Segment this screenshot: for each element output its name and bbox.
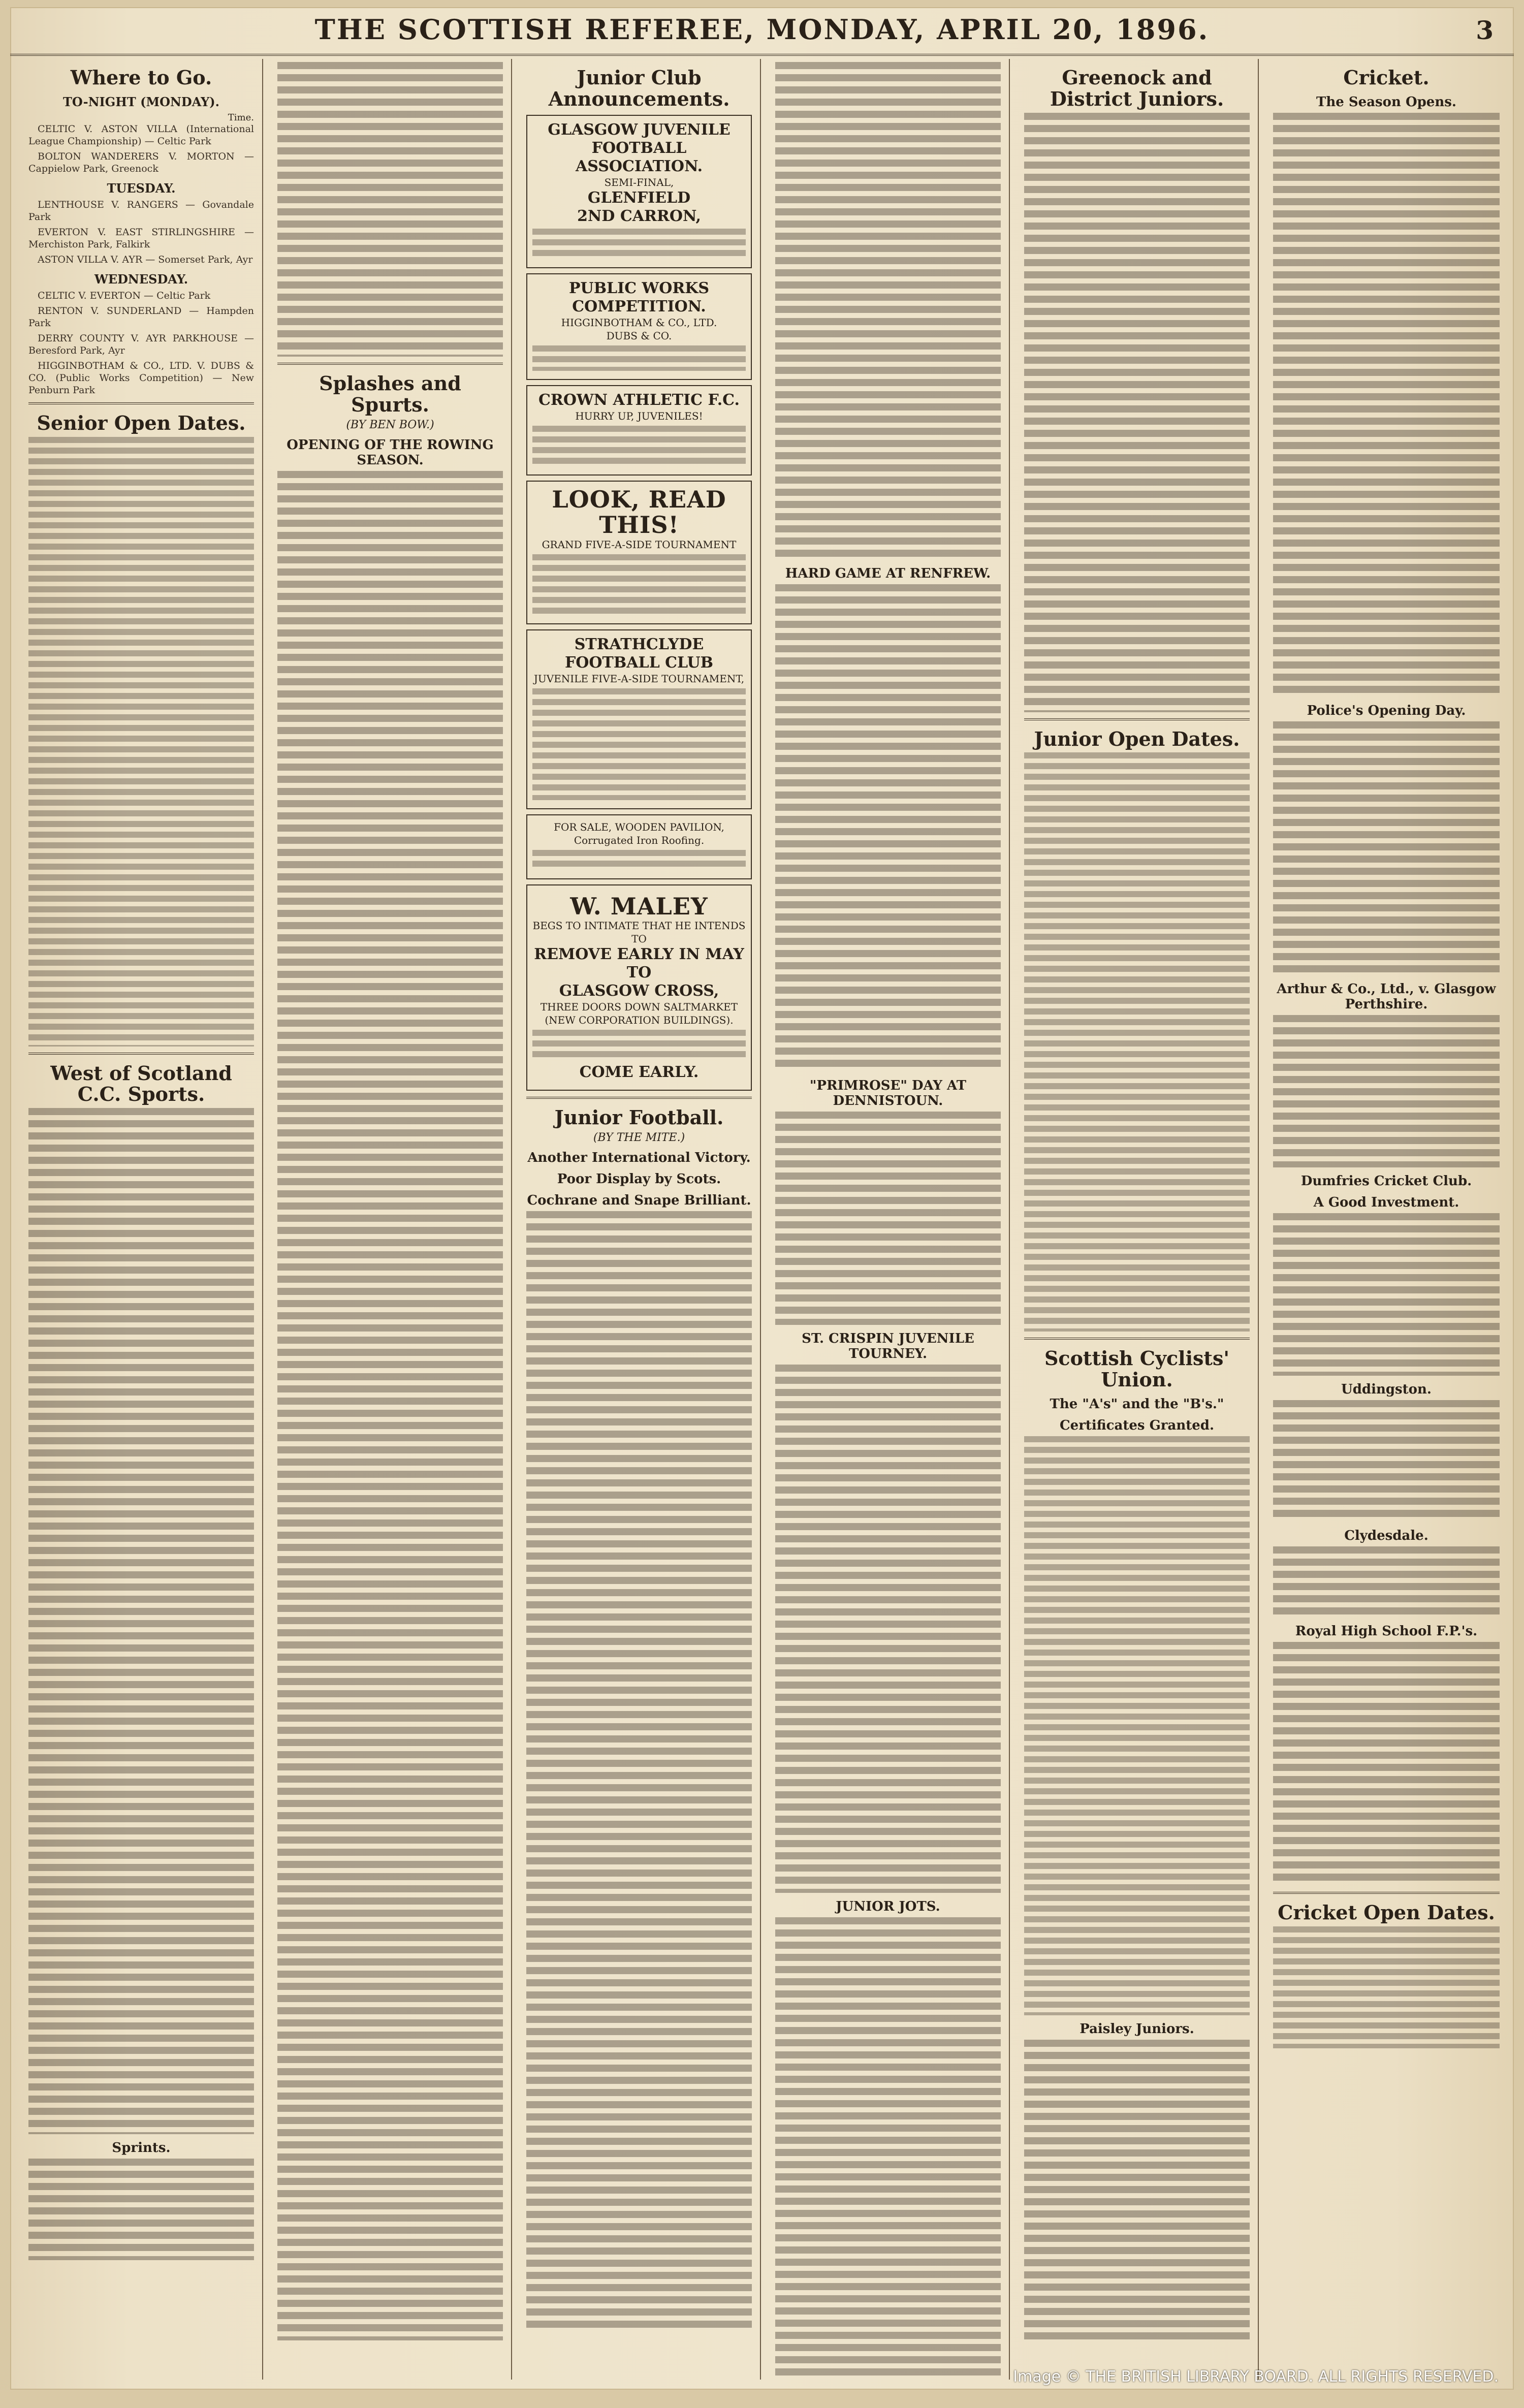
classified-text-block [1024, 752, 1250, 1332]
classified-text-block [28, 437, 254, 1047]
divider [1273, 1892, 1500, 1894]
advert-line: (NEW CORPORATION BUILDINGS). [545, 1014, 734, 1027]
advert-text [532, 229, 746, 259]
advert-text [532, 554, 746, 615]
senior-open-dates-heading: Senior Open Dates. [37, 411, 246, 434]
advert-line: DUBS & CO. [606, 329, 672, 342]
advert-line: Corrugated Iron Roofing. [574, 834, 705, 846]
subheading: ST. CRISPIN JUVENILE TOURNEY. [802, 1331, 974, 1361]
article-text-block [1273, 1015, 1500, 1167]
fixture-line: CELTIC V. EVERTON — Celtic Park [38, 290, 211, 301]
article-text-block [775, 1365, 1001, 1893]
wednesday-heading: WEDNESDAY. [94, 271, 188, 287]
subheading: Poor Display by Scots. [557, 1171, 721, 1187]
article-text-block [28, 2159, 254, 2260]
junior-football-heading: Junior Football. [554, 1106, 724, 1129]
fixture-line: DERRY COUNTY V. AYR PARKHOUSE — Beresford Park, Ayr [28, 332, 254, 356]
cricket-open-dates-heading: Cricket Open Dates. [1278, 1900, 1495, 1924]
subheading: Certificates Granted. [1059, 1417, 1215, 1433]
advert-text [532, 426, 746, 466]
advert-line: BEGS TO INTIMATE THAT HE INTENDS TO [532, 920, 746, 945]
cyclists-heading: Scottish Cyclists' Union. [1044, 1347, 1230, 1391]
junior-club-heading: Junior Club Announcements. [548, 66, 730, 110]
advert-line: REMOVE EARLY IN MAY TO [534, 945, 744, 982]
article-text-block [775, 1917, 1001, 2380]
advert-line: GLASGOW CROSS, [559, 982, 719, 1000]
advert-title: LOOK, READ THIS! [552, 485, 726, 539]
advert-text [532, 345, 746, 371]
byline: (BY BEN BOW.) [346, 418, 434, 431]
subheading: Police's Opening Day. [1307, 703, 1466, 718]
fixture-line: ASTON VILLA V. AYR — Somerset Park, Ayr [38, 254, 253, 265]
article-text-block [28, 1108, 254, 2134]
divider [526, 1097, 752, 1099]
advert-line: SEMI-FINAL, [604, 176, 674, 188]
divider [28, 402, 254, 404]
fixture-line: RENTON V. SUNDERLAND — Hampden Park [28, 305, 254, 329]
advert-text [532, 688, 746, 800]
advert-line: THREE DOORS DOWN SALTMARKET [540, 1001, 738, 1013]
time-label: Time. [228, 112, 254, 123]
advert-title: CROWN ATHLETIC F.C. [538, 391, 740, 409]
article-text-block [1273, 113, 1500, 697]
newspaper-page [10, 7, 1514, 2390]
junior-open-dates-heading: Junior Open Dates. [1034, 727, 1240, 750]
tuesday-heading: TUESDAY. [107, 180, 176, 196]
advert-strathclyde [526, 629, 752, 809]
fixture-line: BOLTON WANDERERS V. MORTON — Cappielow Park, Greenock [28, 150, 254, 174]
splashes-heading: Splashes and Spurts. [319, 372, 461, 416]
where-to-go-heading: Where to Go. [70, 66, 212, 89]
article-text-block [1273, 1213, 1500, 1376]
article-text-block [526, 1211, 752, 2329]
advert-maley [526, 884, 752, 1091]
newspaper-title: THE SCOTTISH REFEREE, MONDAY, APRIL 20, 1896. [314, 13, 1210, 46]
column-6 [1265, 59, 1508, 2380]
article-text-block [1273, 1642, 1500, 1886]
subheading: "PRIMROSE" DAY AT DENNISTOUN. [809, 1078, 967, 1108]
column-3 [518, 59, 761, 2380]
article-text-block [277, 62, 503, 357]
fixture-line: HIGGINBOTHAM & CO., LTD. V. DUBS & CO. (Public Works Competition) — New Penburn Park [28, 360, 254, 396]
advert-title: STRATHCLYDE FOOTBALL CLUB [564, 635, 713, 672]
column-1 [20, 59, 263, 2380]
subheading: The Season Opens. [1316, 94, 1456, 110]
certificate-list [1024, 1436, 1250, 2015]
advert-title: FOR SALE, WOODEN PAVILION, [554, 820, 724, 833]
byline: (BY THE MITE.) [593, 1131, 685, 1145]
subheading: Cochrane and Snape Brilliant. [527, 1193, 751, 1209]
divider [28, 1053, 254, 1055]
subheading: Arthur & Co., Ltd., v. Glasgow Perthshire. [1277, 981, 1496, 1012]
subheading: HARD GAME AT RENFREW. [785, 566, 991, 581]
fixture-line: CELTIC V. ASTON VILLA (International League Championship) — Celtic Park [28, 123, 254, 147]
column-4 [767, 59, 1010, 2380]
subheading: JUNIOR JOTS. [836, 1899, 940, 1914]
article-text-block [1024, 113, 1250, 712]
advert-wooden-pavilion [526, 814, 752, 879]
article-text-block [775, 584, 1001, 1072]
advert-title: W. MALEY [570, 892, 708, 920]
advert-text [532, 850, 746, 870]
article-text-block [1273, 1400, 1500, 1522]
advert-line: HURRY UP, JUVENILES! [575, 409, 703, 422]
subheading: Another International Victory. [527, 1150, 751, 1166]
masthead [10, 7, 1514, 56]
greenock-heading: Greenock and District Juniors. [1050, 66, 1224, 110]
cricket-heading: Cricket. [1343, 66, 1430, 89]
article-text-block [277, 471, 503, 2340]
subheading: Clydesdale. [1344, 1528, 1428, 1543]
image-credit: Image © THE BRITISH LIBRARY BOARD. ALL RIGHTS RESERVED. [1013, 2368, 1499, 2386]
column-5 [1016, 59, 1259, 2380]
advert-line: GLENFIELD [587, 188, 691, 207]
advert-title: PUBLIC WORKS COMPETITION. [568, 279, 710, 315]
subheading: The "A's" and the "B's." [1050, 1396, 1224, 1412]
advert-title: GLASGOW JUVENILE FOOTBALL ASSOCIATION. [548, 120, 731, 175]
article-text-block [775, 1112, 1001, 1325]
fixture-line: LENTHOUSE V. RANGERS — Govandale Park [28, 199, 254, 223]
rowing-subheading: OPENING OF THE ROWING SEASON. [287, 437, 494, 468]
west-cc-heading: West of Scotland C.C. Sports. [50, 1061, 232, 1106]
article-text-block [1024, 2040, 1250, 2344]
advert-line: COME EARLY. [579, 1063, 699, 1082]
subheading: Uddingston. [1341, 1381, 1432, 1397]
divider [277, 363, 503, 365]
article-text-block [775, 62, 1001, 560]
article-text-block [1273, 1546, 1500, 1618]
divider [1024, 1338, 1250, 1340]
advert-look-read-this [526, 481, 752, 624]
advert-line: JUVENILE FIVE-A-SIDE TOURNAMENT, [533, 672, 745, 685]
advert-crown-athletic [526, 385, 752, 476]
classified-text-block [1273, 1926, 1500, 2048]
advert-juvenile-association [526, 115, 752, 268]
page-number: 3 [1476, 15, 1494, 45]
subheading: Royal High School F.P.'s. [1295, 1623, 1478, 1639]
tonight-heading: TO-NIGHT (MONDAY). [62, 94, 219, 109]
advert-line: GRAND FIVE-A-SIDE TOURNAMENT [542, 538, 737, 551]
divider [1024, 718, 1250, 720]
columns [20, 59, 1504, 2380]
fixture-line: EVERTON V. EAST STIRLINGSHIRE — Merchiston Park, Falkirk [28, 226, 254, 250]
advert-line: HIGGINBOTHAM & CO., LTD. [561, 316, 717, 329]
advert-line: 2ND CARRON, [577, 207, 701, 225]
advert-text [532, 1030, 746, 1060]
subheading: Dumfries Cricket Club. [1300, 1173, 1472, 1189]
subheading: Paisley Juniors. [1080, 2021, 1194, 2037]
sprints-heading: Sprints. [112, 2140, 171, 2156]
advert-public-works [526, 273, 752, 380]
article-text-block [1273, 721, 1500, 975]
subheading: A Good Investment. [1313, 1194, 1459, 1210]
column-2 [269, 59, 512, 2380]
